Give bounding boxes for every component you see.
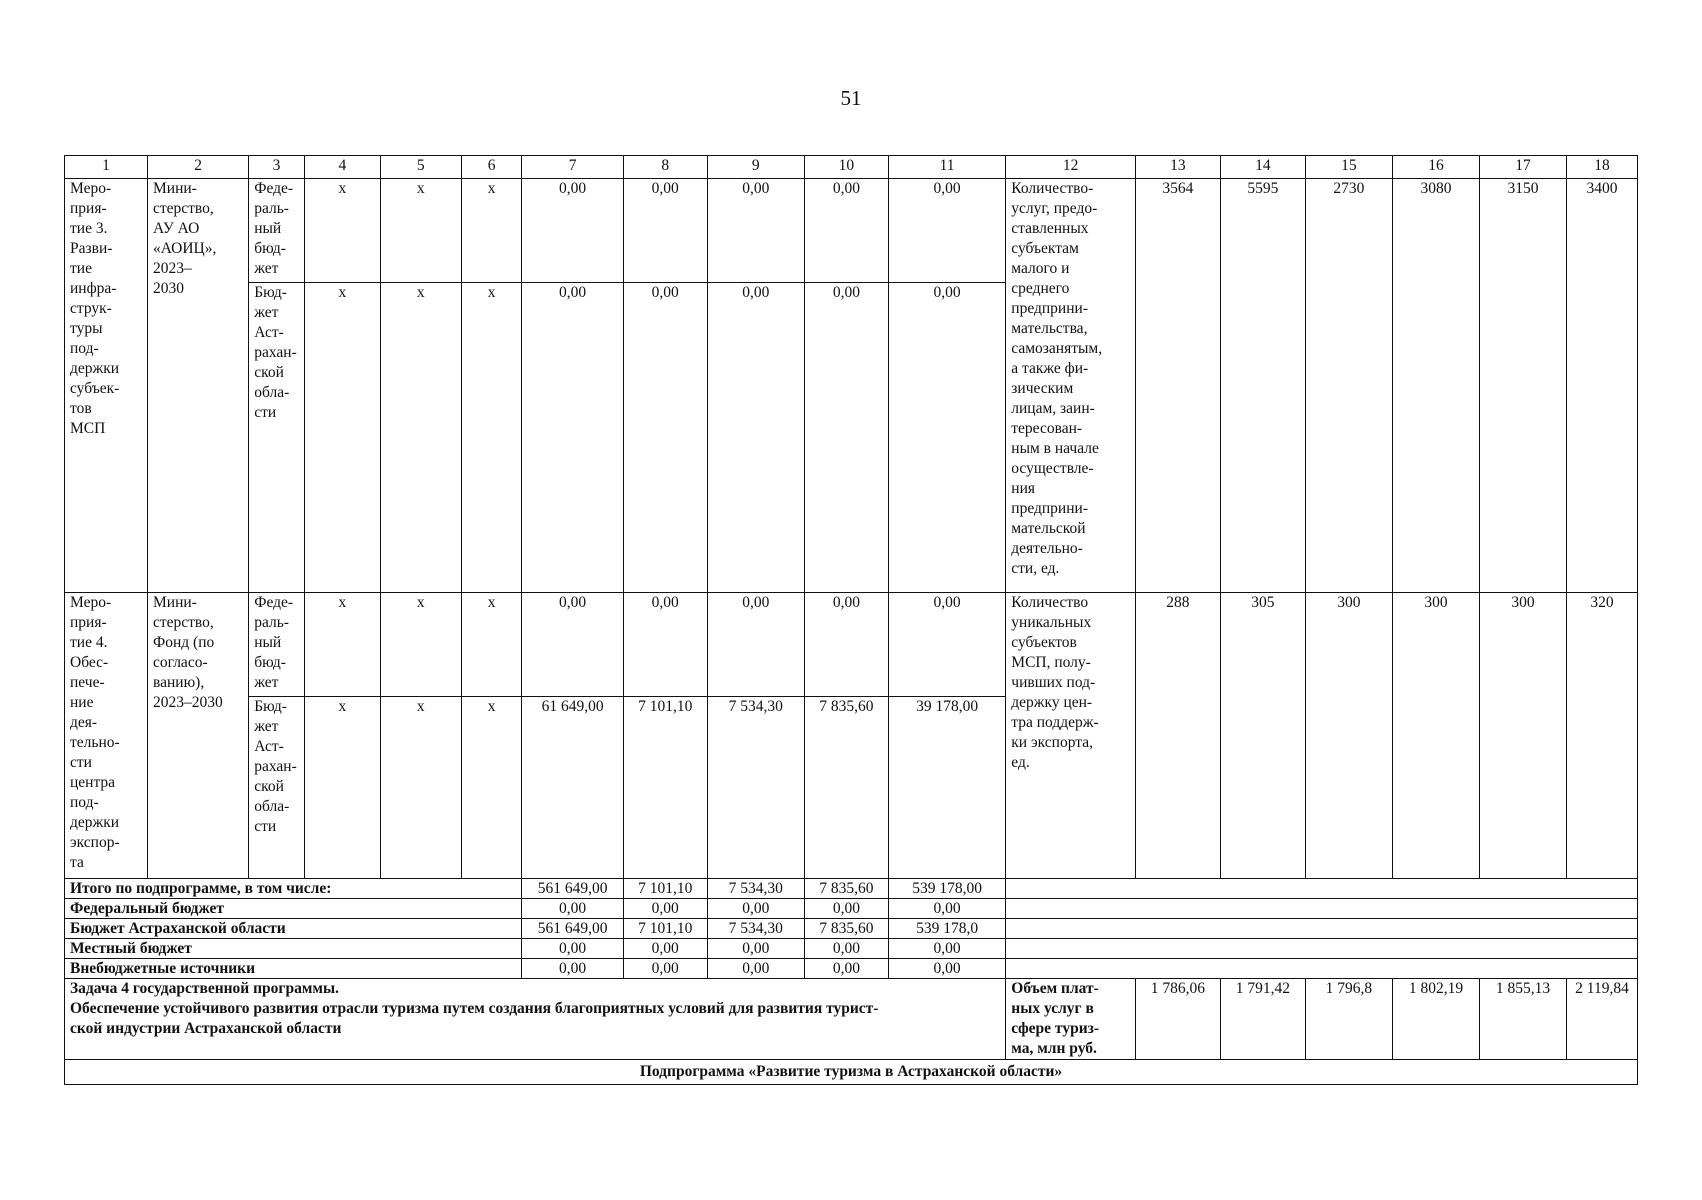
col-header: 17 [1479, 156, 1566, 179]
table-cell: 0,00 [623, 899, 707, 919]
table-cell: 0,00 [804, 899, 888, 919]
empty-cell [1006, 939, 1638, 959]
empty-cell [1006, 919, 1638, 939]
indicator-text: Количество- услуг, предо- ставленных субъектам малого и среднего предприни- мательства, самозанятым, а также фи- зическим лицам, заин- тересован- ным в начале осуществле- ния предприни- мательской деятельно- сти, ед. [1006, 179, 1136, 593]
table-cell: 0,00 [623, 939, 707, 959]
table-cell: 539 178,00 [888, 879, 1005, 899]
target-value: 3400 [1567, 179, 1638, 593]
total-row [65, 879, 1638, 899]
measure-name: Меро- прия- тие 3. Разви- тие инфра- струк- туры под- держки субъек- тов МСП [65, 179, 148, 593]
col-header: 16 [1392, 156, 1479, 179]
column-number-row [65, 156, 1638, 179]
funding-source: Феде- раль- ный бюд- жет [249, 593, 305, 697]
total-row [65, 939, 1638, 959]
table-cell: 0,00 [522, 593, 623, 697]
measure-executor: Мини- стерство, АУ АО «АОИЦ», 2023– 2030 [148, 179, 249, 593]
task-indicator: Объем плат- ных услуг в сфере туриз- ма, млн руб. [1006, 979, 1136, 1060]
table-cell: 0,00 [888, 593, 1005, 697]
table-cell: х [304, 283, 380, 593]
table-cell: х [380, 593, 461, 697]
empty-cell [1006, 959, 1638, 979]
table-cell: 0,00 [707, 939, 804, 959]
table-cell: 0,00 [888, 939, 1005, 959]
target-value: 3150 [1479, 179, 1566, 593]
col-header: 9 [707, 156, 804, 179]
target-value: 5595 [1220, 179, 1305, 593]
task-value: 2 119,84 [1567, 979, 1638, 1060]
task-value: 1 855,13 [1479, 979, 1566, 1060]
table-cell: 0,00 [804, 179, 888, 283]
table-cell: 0,00 [888, 179, 1005, 283]
col-header: 6 [461, 156, 522, 179]
table-cell: 0,00 [522, 939, 623, 959]
subprogram-row [65, 1060, 1638, 1085]
task-text: Задача 4 государственной программы. Обеспечение устойчивого развития отрасли туризма путем создания благоприятных условий для развития турист- ской индустрии Астраханской области [65, 979, 1006, 1060]
table-cell: 0,00 [522, 899, 623, 919]
table-cell: х [304, 179, 380, 283]
table-cell: 7 835,60 [804, 879, 888, 899]
target-value: 2730 [1305, 179, 1392, 593]
table-cell: х [461, 283, 522, 593]
table-cell: х [304, 593, 380, 697]
total-label: Бюджет Астраханской области [65, 919, 522, 939]
table-cell: 0,00 [888, 959, 1005, 979]
table-cell: х [304, 697, 380, 879]
table-cell: 0,00 [804, 939, 888, 959]
table-cell: х [380, 179, 461, 283]
measure-name: Меро- прия- тие 4. Обес- пече- ние дея- тельно- сти центра под- держки экспор- та [65, 593, 148, 879]
indicator-text: Количество уникальных субъектов МСП, полу- чивших под- держку цен- тра поддерж- ки экспорта, ед. [1006, 593, 1136, 879]
table-cell: 0,00 [522, 959, 623, 979]
table-cell: 61 649,00 [522, 697, 623, 879]
table-cell: 0,00 [804, 283, 888, 593]
col-header: 15 [1305, 156, 1392, 179]
col-header: 3 [249, 156, 305, 179]
table-cell: 0,00 [707, 283, 804, 593]
table-cell: 0,00 [623, 179, 707, 283]
table-cell: х [461, 179, 522, 283]
task-value: 1 796,8 [1305, 979, 1392, 1060]
table-cell: 0,00 [707, 179, 804, 283]
task-value: 1 802,19 [1392, 979, 1479, 1060]
table-cell: х [461, 697, 522, 879]
col-header: 14 [1220, 156, 1305, 179]
table-cell: 0,00 [707, 593, 804, 697]
table-cell: 7 534,30 [707, 919, 804, 939]
target-value: 300 [1479, 593, 1566, 879]
funding-source: Бюд- жет Аст- рахан- ской обла- сти [249, 697, 305, 879]
total-label: Итого по подпрограмме, в том числе: [65, 879, 522, 899]
col-header: 5 [380, 156, 461, 179]
col-header: 7 [522, 156, 623, 179]
col-header: 4 [304, 156, 380, 179]
table-cell: 0,00 [522, 179, 623, 283]
target-value: 3080 [1392, 179, 1479, 593]
subprogram-title: Подпрограмма «Развитие туризма в Астраханской области» [65, 1060, 1638, 1085]
table-cell: 539 178,0 [888, 919, 1005, 939]
task-value: 1 786,06 [1135, 979, 1220, 1060]
empty-cell [1006, 899, 1638, 919]
table-cell: 561 649,00 [522, 879, 623, 899]
table-cell: 7 534,30 [707, 697, 804, 879]
table-cell: х [380, 697, 461, 879]
col-header: 8 [623, 156, 707, 179]
table-cell: 7 101,10 [623, 697, 707, 879]
table-cell: 0,00 [888, 283, 1005, 593]
funding-source: Феде- раль- ный бюд- жет [249, 179, 305, 283]
table-cell: 0,00 [623, 283, 707, 593]
col-header: 2 [148, 156, 249, 179]
table-cell: 0,00 [623, 959, 707, 979]
total-row [65, 899, 1638, 919]
col-header: 18 [1567, 156, 1638, 179]
table-cell: 7 101,10 [623, 919, 707, 939]
table-cell: 0,00 [623, 593, 707, 697]
target-value: 320 [1567, 593, 1638, 879]
table-cell: 0,00 [804, 593, 888, 697]
col-header: 10 [804, 156, 888, 179]
program-table [64, 155, 1638, 1085]
table-cell: 0,00 [707, 959, 804, 979]
target-value: 300 [1305, 593, 1392, 879]
task-value: 1 791,42 [1220, 979, 1305, 1060]
task-row [65, 979, 1638, 1060]
table-cell: 7 835,60 [804, 697, 888, 879]
col-header: 11 [888, 156, 1005, 179]
table-cell: 0,00 [888, 899, 1005, 919]
table-row [65, 179, 1638, 283]
page-number: 51 [840, 86, 862, 110]
empty-cell [1006, 879, 1638, 899]
table-cell: 39 178,00 [888, 697, 1005, 879]
total-label: Местный бюджет [65, 939, 522, 959]
col-header: 13 [1135, 156, 1220, 179]
funding-source: Бюд- жет Аст- рахан- ской обла- сти [249, 283, 305, 593]
table-cell: 7 534,30 [707, 879, 804, 899]
target-value: 288 [1135, 593, 1220, 879]
table-cell: 0,00 [707, 899, 804, 919]
col-header: 1 [65, 156, 148, 179]
table-cell: 0,00 [804, 959, 888, 979]
target-value: 3564 [1135, 179, 1220, 593]
table-row [65, 593, 1638, 697]
target-value: 300 [1392, 593, 1479, 879]
table-cell: х [461, 593, 522, 697]
total-row [65, 959, 1638, 979]
measure-executor: Мини- стерство, Фонд (по согласо- ванию), 2023–2030 [148, 593, 249, 879]
total-row [65, 919, 1638, 939]
table-cell: 561 649,00 [522, 919, 623, 939]
target-value: 305 [1220, 593, 1305, 879]
total-label: Внебюджетные источники [65, 959, 522, 979]
table-cell: 7 101,10 [623, 879, 707, 899]
table-cell: х [380, 283, 461, 593]
table-cell: 7 835,60 [804, 919, 888, 939]
col-header: 12 [1006, 156, 1136, 179]
table-cell: 0,00 [522, 283, 623, 593]
total-label: Федеральный бюджет [65, 899, 522, 919]
